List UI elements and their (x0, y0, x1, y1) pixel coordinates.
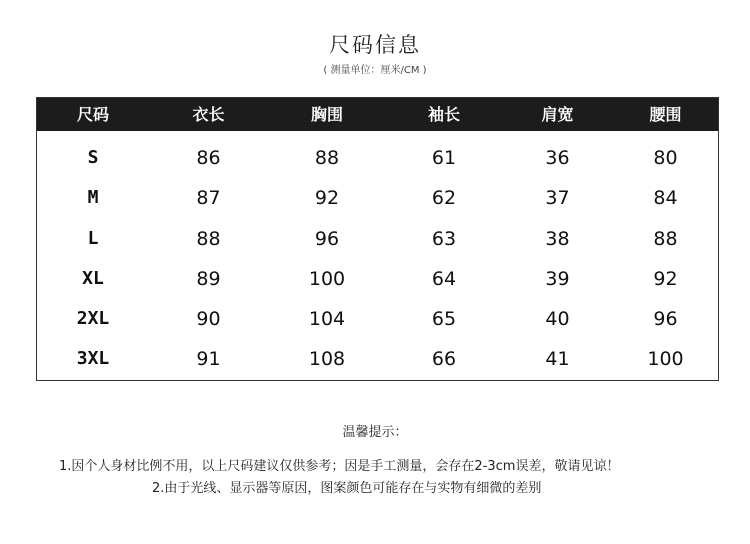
table-row (37, 178, 718, 218)
cell-waist: 80 (653, 147, 678, 169)
cell-size: S (87, 147, 99, 168)
header-waist: 腰围 (649, 105, 682, 124)
cell-waist: 92 (653, 267, 678, 290)
table-header-row (37, 98, 718, 131)
cell-shoulder: 40 (545, 308, 570, 331)
cell-size: 2XL (76, 308, 110, 330)
tip-line-1: 1.因个人身材比例不用，以上尺码建议仅供参考；因是手工测量，会存在2-3cm误差，敬请见谅！ (59, 459, 620, 474)
cell-waist: 84 (653, 187, 678, 210)
unit-note: ( 测量单位：厘米/CM ) (323, 65, 427, 76)
cell-chest: 92 (314, 187, 340, 210)
cell-waist: 100 (647, 348, 684, 371)
cell-chest: 104 (308, 308, 346, 331)
size-table (36, 97, 719, 381)
cell-chest: 96 (314, 227, 340, 250)
cell-length: 87 (196, 187, 221, 210)
table-row (37, 219, 718, 259)
cell-sleeve: 65 (431, 308, 457, 331)
cell-chest: 108 (308, 348, 346, 371)
cell-waist: 88 (653, 227, 678, 250)
header-size: 尺码 (76, 105, 109, 124)
header-sleeve: 袖长 (427, 105, 460, 124)
table-row (37, 259, 718, 299)
cell-chest: 100 (308, 267, 346, 290)
cell-shoulder: 36 (545, 147, 570, 169)
cell-shoulder: 38 (545, 227, 570, 250)
cell-sleeve: 64 (431, 267, 457, 290)
cell-shoulder: 37 (545, 187, 570, 210)
cell-size: M (87, 187, 99, 209)
tip-line-2: 2.由于光线、显示器等原因，图案颜色可能存在与实物有细微的差别 (152, 481, 542, 496)
cell-size: XL (82, 267, 104, 289)
cell-size: 3XL (76, 348, 110, 370)
cell-size: L (87, 227, 99, 249)
table-body (37, 138, 718, 380)
cell-length: 89 (196, 267, 221, 290)
cell-length: 86 (196, 147, 221, 169)
page-title: 尺码信息 (329, 33, 421, 57)
cell-waist: 96 (653, 308, 678, 331)
header-length: 衣长 (192, 105, 225, 124)
table-row (37, 339, 718, 379)
table-row (37, 138, 718, 178)
cell-sleeve: 63 (431, 227, 457, 250)
cell-length: 91 (196, 348, 221, 371)
cell-sleeve: 62 (431, 187, 457, 210)
cell-sleeve: 66 (431, 348, 457, 371)
tips-heading: 温馨提示： (342, 425, 408, 440)
table-row (37, 299, 718, 339)
header-chest: 胸围 (310, 105, 343, 124)
cell-chest: 88 (314, 147, 340, 169)
cell-shoulder: 41 (545, 348, 570, 371)
cell-length: 90 (196, 308, 221, 331)
header-shoulder: 肩宽 (541, 105, 574, 124)
cell-sleeve: 61 (431, 147, 457, 169)
cell-length: 88 (196, 227, 221, 250)
cell-shoulder: 39 (545, 267, 570, 290)
